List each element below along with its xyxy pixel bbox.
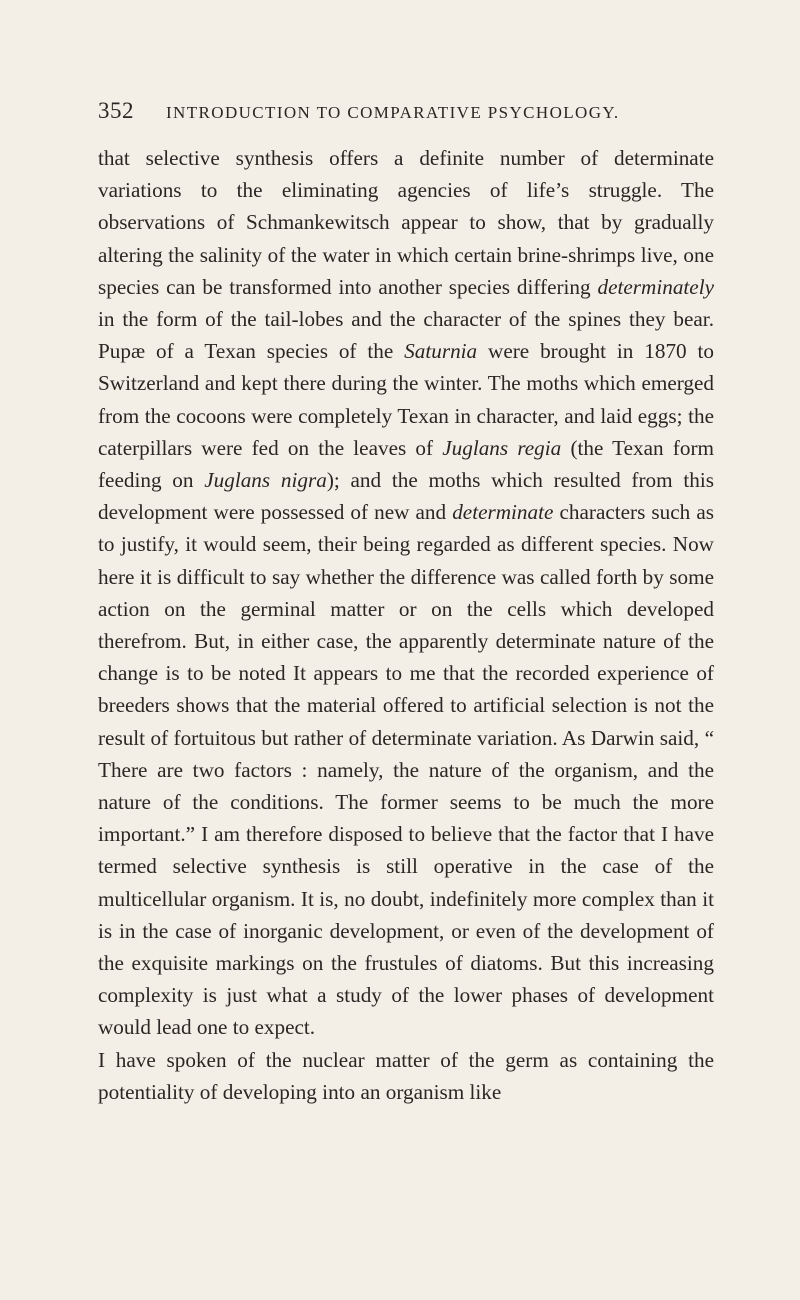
paragraph-1-text: characters such as to justify, it would seem, their being regarded as different species. Now here it is difficult to say whether the difference was called forth by some action on the germinal matter or on the cells which developed therefrom. But, in either case, the apparently determinate nature of the change is to be noted It appears to me that the recorded experience of breeders shows that the material offered to artificial selection is not the result of fortuitous but rather of determinate variation. As Darwin said, “ There are two factors : namely, the nature of the organism, and the nature of the conditions. The former seems to be much the more important.” I am therefore disposed to believe that the factor that I have termed selective synthesis is still operative in the case of the multicellular organism. It is, no doubt, indefinitely more complex than it is in the case of inorganic development, or even of the development of the exquisite markings on the frustules of diatoms. But this increasing complexity is just what a study of the lower phases of development would lead one to expect. <box>98 500 714 1040</box>
italic-term-determinate: determinate <box>452 500 554 525</box>
italic-term-saturnia: Saturnia <box>404 339 478 364</box>
paragraph-2: I have spoken of the nuclear matter of the germ as containing the potentiality of developing into an organism like <box>98 1047 714 1104</box>
running-title: INTRODUCTION TO COMPARATIVE PSYCHOLOGY. <box>166 103 620 122</box>
paragraph-1-text: (the Texan form feeding on <box>98 435 714 493</box>
page-number: 352 <box>98 98 134 123</box>
paragraph-1-text: that selective synthesis offers a definite number of determinate variations to the eliminating agencies of life’s struggle. The observations of Schmankewitsch appear to show, that by gradually altering the salinity of the water in which certain brine-shrimps live, one species can be transformed into another species differing <box>98 146 714 299</box>
running-head <box>98 98 714 126</box>
paragraph-1-text: in the form of the tail-lobes and the character of the spines they bear. Pupæ of a Texan species of the <box>98 307 714 364</box>
paragraph-1 <box>98 142 714 1044</box>
italic-term-determinately: determinately <box>597 274 714 299</box>
paragraph-1-text: ); and the moths which resulted from this development were possessed of new and <box>98 468 714 525</box>
italic-term-juglans-regia: Juglans regia <box>442 435 562 460</box>
italic-term-juglans-nigra: Juglans nigra <box>204 468 327 493</box>
paragraph-1-text: were brought in 1870 to Switzerland and kept there during the winter. The moths which emerged from the cocoons were completely Texan in character, and laid eggs; the caterpillars were fed on the leaves of <box>98 339 714 460</box>
